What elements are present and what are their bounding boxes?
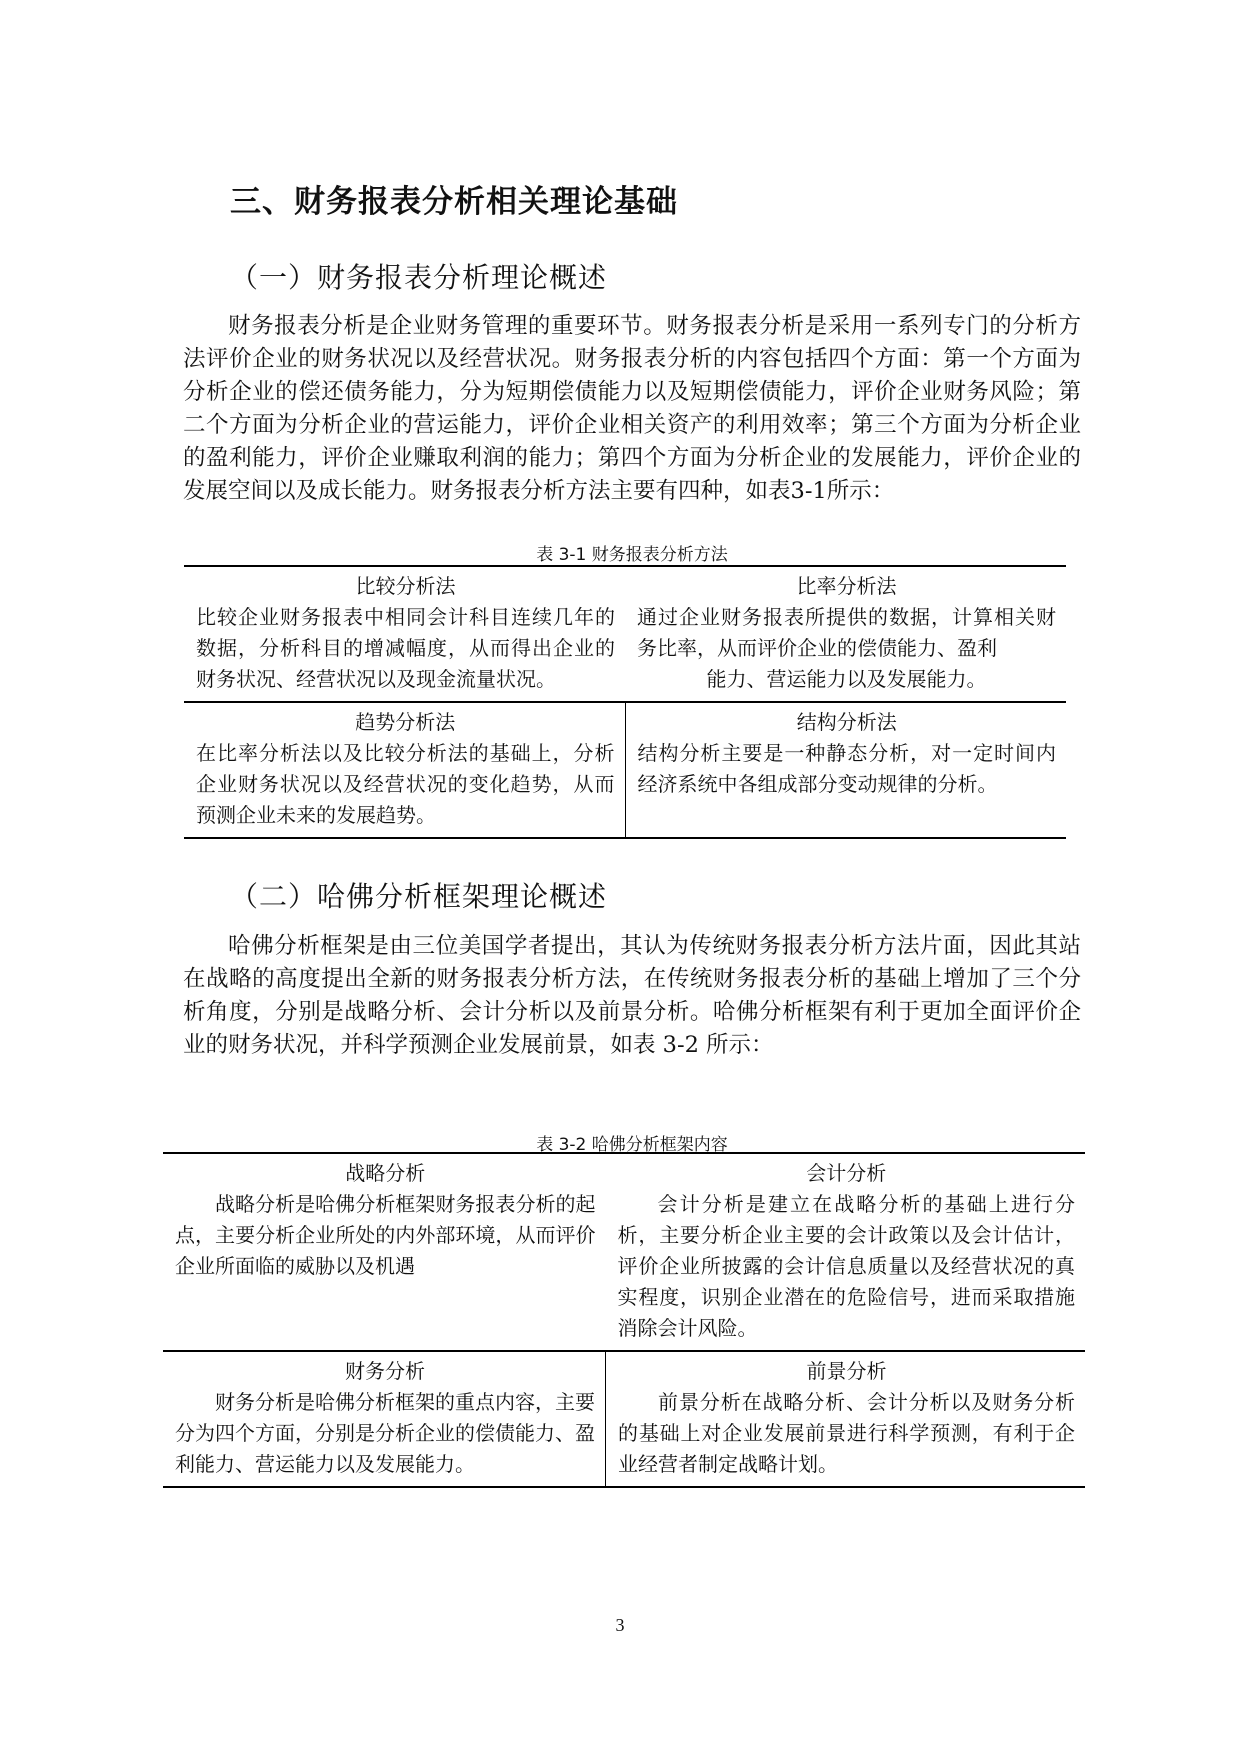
table-cell	[184, 702, 625, 838]
cell-body: 通过企业财务报表所提供的数据，计算相关财务比率，从而评价企业的偿债能力、盈利	[637, 605, 1056, 660]
paragraph-harvard-framework: 哈佛分析框架是由三位美国学者提出，其认为传统财务报表分析方法片面，因此其站在战略的高度提出全新的财务报表分析方法，在传统财务报表分析的基础上增加了三个分析角度，分别是战略分析、会计分析以及前景分析。哈佛分析框架有利于更加全面评价企业的财务状况，并科学预测企业发展前景，如表 3-2 所示：	[183, 933, 1081, 1058]
table-3-1	[184, 565, 1066, 839]
cell-body: 财务分析是哈佛分析框架的重点内容，主要分为四个方面，分别是分析企业的偿债能力、盈利能力、营运能力以及发展能力。	[175, 1390, 596, 1476]
table-cell	[625, 702, 1066, 838]
table-caption-3-1: 表 3-1 财务报表分析方法	[536, 545, 728, 565]
table-cell	[625, 566, 1066, 702]
cell-title: 比率分析法	[796, 574, 897, 598]
cell-body: 战略分析是哈佛分析框架财务报表分析的起点，主要分析企业所处的内外部环境，从而评价企业所面临的威胁以及机遇	[175, 1192, 596, 1278]
table-row	[184, 702, 1066, 838]
subsection-heading-1: （一）财务报表分析理论概述	[230, 261, 608, 294]
cell-body: 前景分析在战略分析、会计分析以及财务分析的基础上对企业发展前景进行科学预测，有利于企业经营者制定战略计划。	[618, 1390, 1075, 1476]
cell-body-tail: 能力、营运能力以及发展能力。	[706, 667, 987, 691]
cell-title: 趋势分析法	[355, 710, 456, 734]
section-title: 三、财务报表分析相关理论基础	[230, 184, 678, 220]
table-cell	[606, 1351, 1085, 1487]
table-cell	[163, 1351, 606, 1487]
paragraph-financial-analysis: 财务报表分析是企业财务管理的重要环节。财务报表分析是采用一系列专门的分析方法评价企业的财务状况以及经营状况。财务报表分析的内容包括四个方面：第一个方面为分析企业的偿还债务能力，分为短期偿债能力以及短期偿债能力，评价企业财务风险；第二个方面为分析企业的营运能力，评价企业相关资产的利用效率；第三个方面为分析企业的盈利能力，评价企业赚取利润的能力；第四个方面为分析企业的发展能力，评价企业的发展空间以及成长能力。财务报表分析方法主要有四种，如表3-1所示：	[183, 313, 1081, 504]
table-cell	[184, 566, 625, 702]
page-number: 3	[615, 1615, 625, 1635]
cell-title: 财务分析	[345, 1359, 426, 1383]
table-cell	[163, 1153, 606, 1351]
cell-body: 结构分析主要是一种静态分析，对一定时间内经济系统中各组成部分变动规律的分析。	[637, 741, 1056, 796]
cell-body: 比较企业财务报表中相同会计科目连续几年的数据，分析科目的增减幅度，从而得出企业的财务状况、经营状况以及现金流量状况。	[196, 605, 615, 691]
table-row	[163, 1351, 1085, 1487]
table-cell	[606, 1153, 1085, 1351]
cell-title: 战略分析	[345, 1161, 426, 1185]
cell-body: 会计分析是建立在战略分析的基础上进行分析，主要分析企业主要的会计政策以及会计估计，评价企业所披露的会计信息质量以及经营状况的真实程度，识别企业潜在的危险信号，进而采取措施消除会计风险。	[617, 1192, 1075, 1340]
table-row	[184, 566, 1066, 702]
table-row	[163, 1153, 1085, 1351]
table-caption-3-2: 表 3-2 哈佛分析框架内容	[536, 1135, 728, 1155]
subsection-heading-2: （二）哈佛分析框架理论概述	[230, 880, 608, 913]
cell-body: 在比率分析法以及比较分析法的基础上，分析企业财务状况以及经营状况的变化趋势，从而预测企业未来的发展趋势。	[196, 741, 615, 827]
table-3-2	[163, 1152, 1085, 1488]
cell-title: 比较分析法	[355, 574, 456, 598]
cell-title: 前景分析	[806, 1359, 887, 1383]
cell-title: 结构分析法	[796, 710, 897, 734]
cell-title: 会计分析	[806, 1161, 887, 1185]
